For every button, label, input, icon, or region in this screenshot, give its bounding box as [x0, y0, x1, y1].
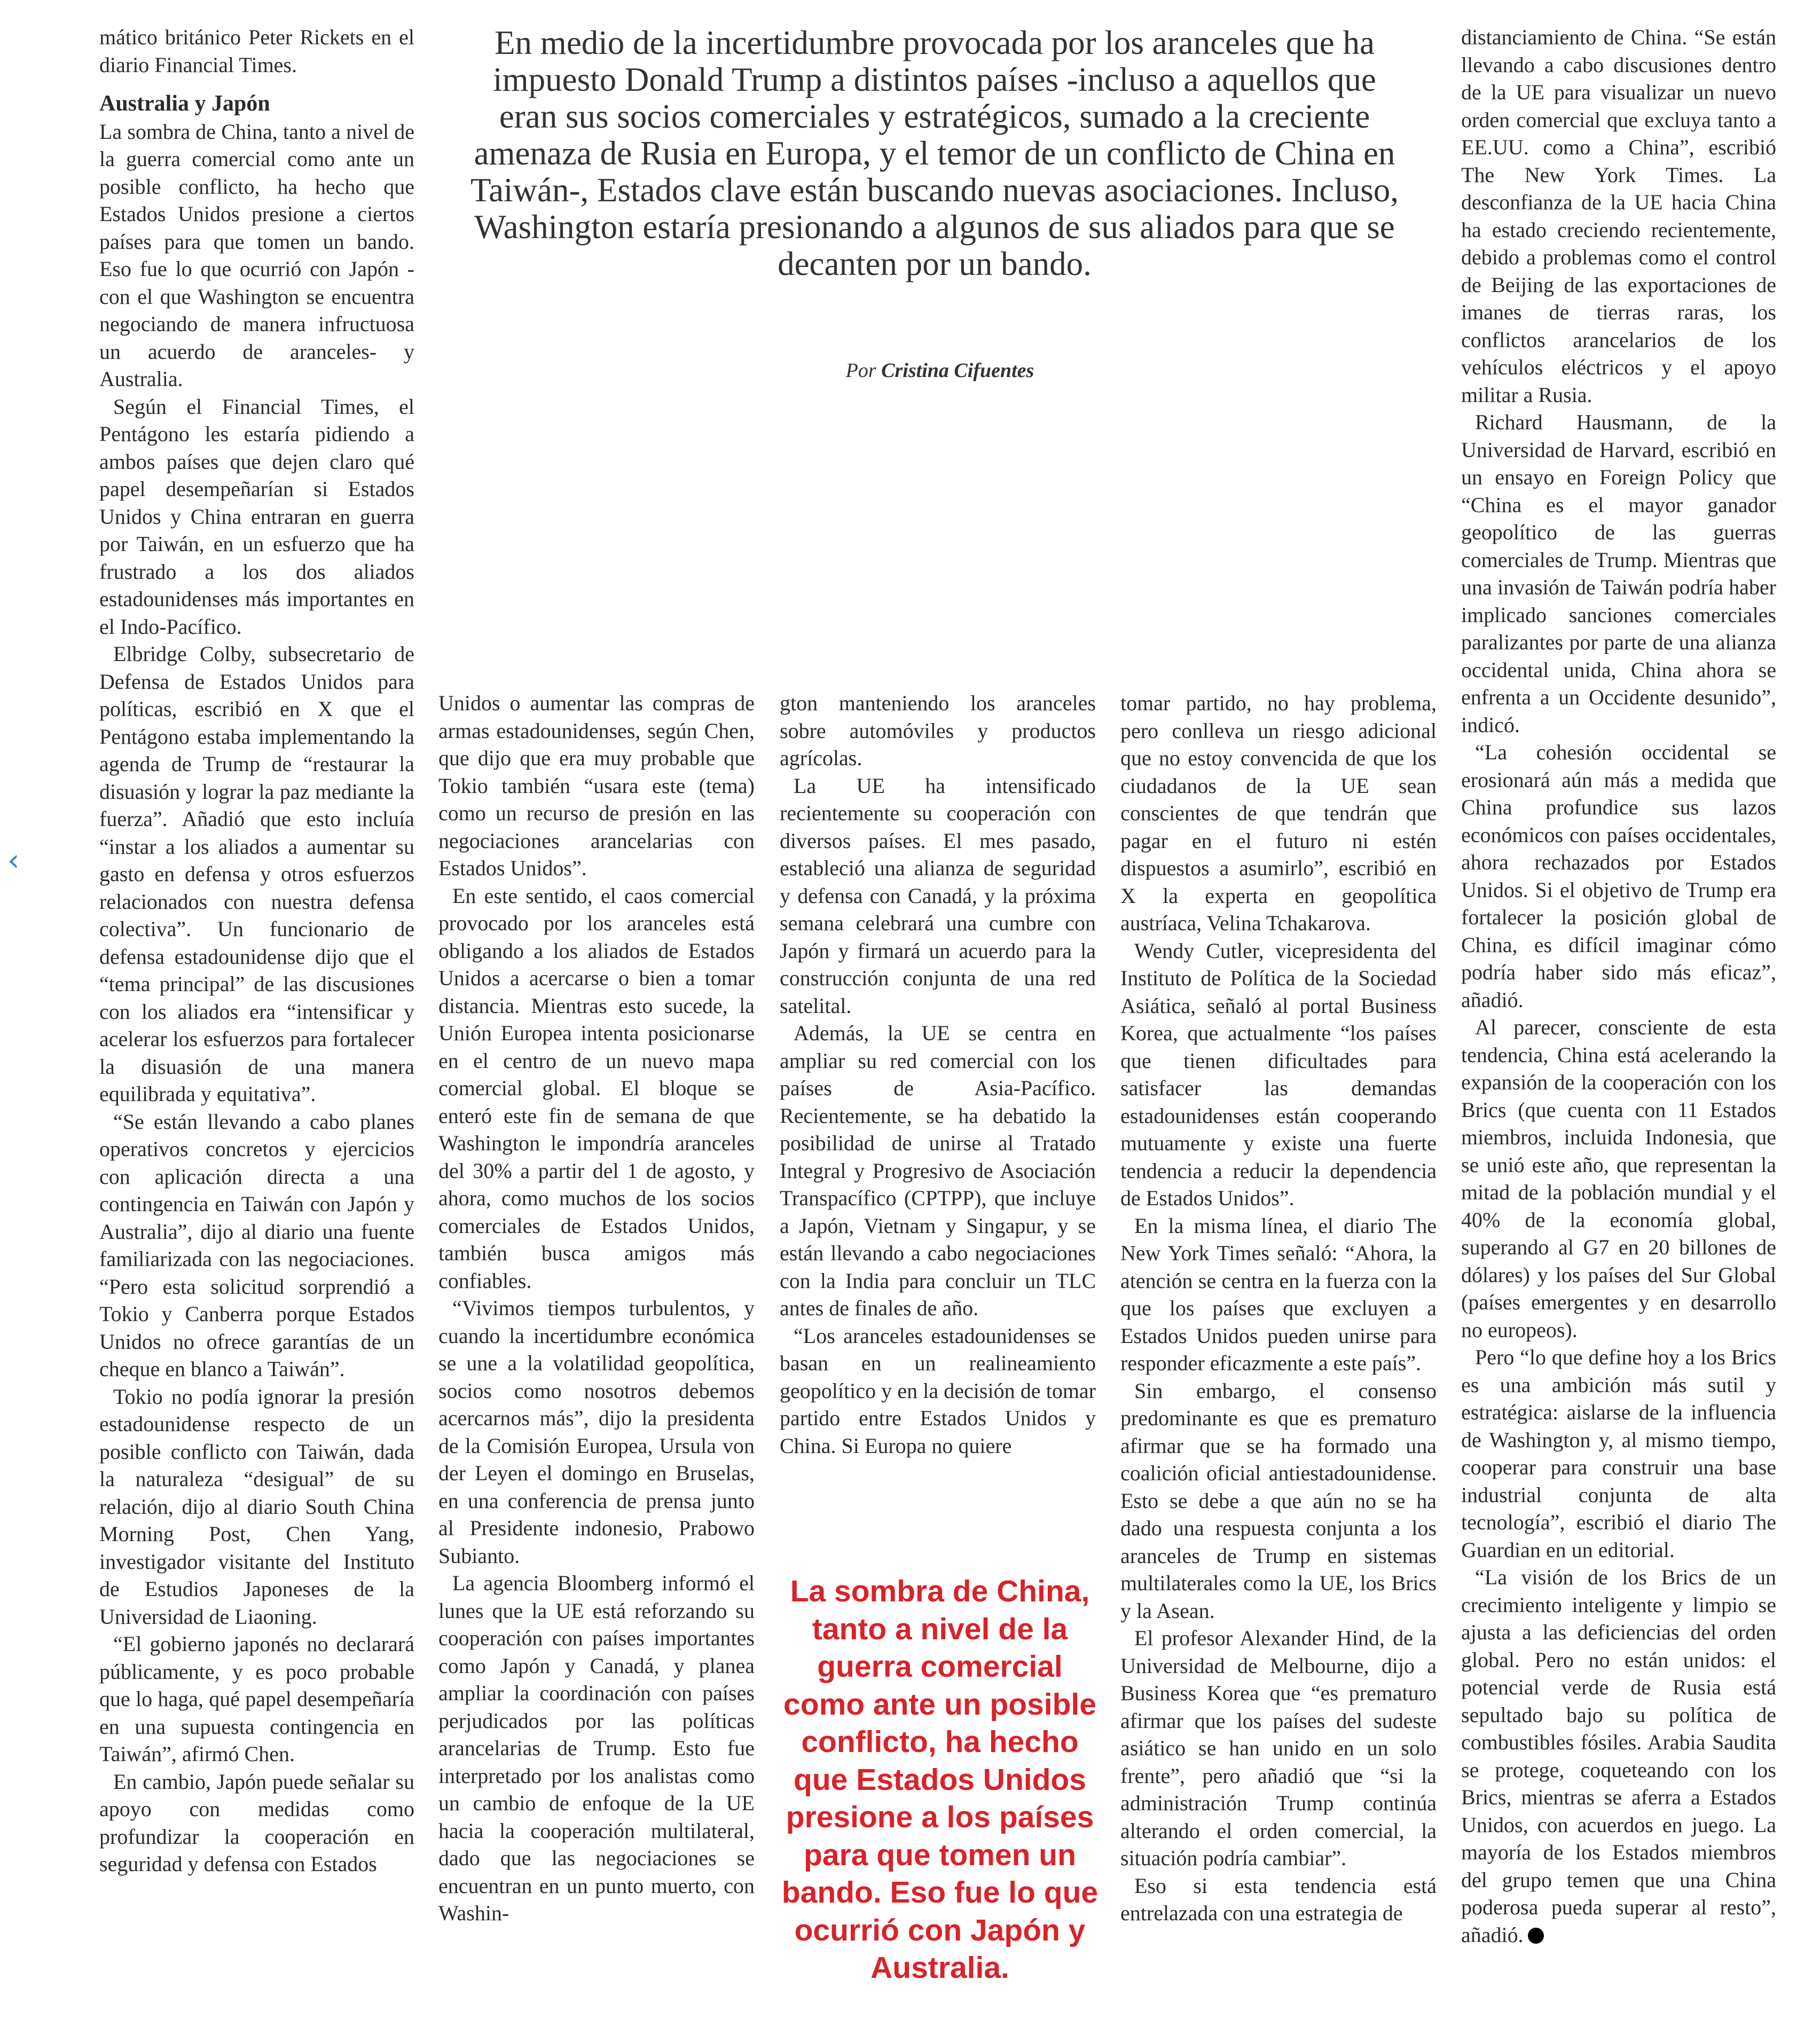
byline	[748, 359, 1132, 382]
paragraph: Además, la UE se centra en ampliar su red comercial con los países de Asia-Pacífico. Recientemente, se ha debatido la posibilidad de unirse al Tratado Integral y Progresivo de Asociación Transpacífico (CPTPP), que incluye a Japón, Vietnam y Singapur, y se están llevando a cabo negociaciones con la India para concluir un TLC antes de finales de año.	[780, 1021, 1096, 1320]
section-heading: Australia y Japón	[99, 91, 270, 116]
byline-prefix: Por	[845, 359, 876, 382]
paragraph: Wendy Cutler, vicepresidenta del Instituto de Política de la Sociedad Asiática, señaló al portal Business Korea, que actualmente “los países que tienen dificultades para satisfacer las demandas estadounidenses están cooperando mutuamente y existe una fuerte tendencia a reducir la dependencia de Estados Unidos”.	[1120, 938, 1437, 1210]
paragraph: En la misma línea, el diario The New York Times señaló: “Ahora, la atención se centra en la fuerza con la que los países que excluyen a Estados Unidos pueden unirse para responder eficazmente a este país”.	[1120, 1213, 1437, 1375]
paragraph: La UE ha intensificado recientemente su cooperación con diversos países. El mes pasado, estableció una alianza de seguridad y defensa con Canadá, y la próxima semana celebrará una cumbre con Japón y firmará un acuerdo para la construcción conjunta de una red satelital.	[780, 773, 1096, 1018]
paragraph: “Los aranceles estadounidenses se basan en un realineamiento geopolítico y en la decisión de tomar partido entre Estados Unidos y China. Si Europa no quiere	[780, 1323, 1096, 1458]
paragraph: Al parecer, consciente de esta tendencia, China está acelerando la expansión de la cooperación con los Brics (que cuenta con 11 Estados miembros, incluida Indonesia, que se unió este año, que representan la mitad de la población mundial y el 40% de la economía global, superando al G7 en 20 billones de dólares) y los países del Sur Global (países emergentes y en desarrollo no europeos).	[1461, 1015, 1776, 1342]
paragraph: En este sentido, el caos comercial provocado por los aranceles está obligando a los aliados de Estados Unidos a acercarse o bien a tomar distancia. Mientras esto sucede, la Unión Europea intenta posicionarse en el centro de un nuevo mapa comercial global. El bloque se enteró este fin de semana de que Washington le impondría aranceles del 30% a partir del 1 de agosto, y ahora, como muchos de los socios comerciales de Estados Unidos, también busca amigos más confiables.	[438, 883, 755, 1293]
paragraph: Sin embargo, el consenso predominante es que es prematuro afirmar que se ha formado una coalición oficial antiestadounidense. Esto se debe a que aún no se ha dado una respuesta conjunta a los aranceles de Trump en sistemas multilaterales como la UE, los Brics y la Asean.	[1120, 1378, 1437, 1623]
article-column-5	[1461, 23, 1776, 1999]
paragraph: distanciamiento de China. “Se están llevando a cabo discusiones dentro de la UE para visualizar un nuevo orden comercial que excluya tanto a EE.UU. como a China”, escribió The New York Times. La desconfianza de la UE hacia China ha estado creciendo recientemente, debido a problemas como el control de Beijing de las exportaciones de imanes de tierras raras, los conflictos arancelarios de los vehículos eléctricos y el apoyo militar a Rusia.	[1461, 25, 1776, 407]
paragraph: mático británico Peter Rickets en el diario Financial Times.	[99, 25, 414, 77]
paragraph: Según el Financial Times, el Pentágono les estaría pidiendo a ambos países que dejen claro qué papel desempeñarían si Estados Unidos y China entraran en guerra por Taiwán, en un esfuerzo que ha frustrado a los dos aliados estadounidenses más importantes en el Indo-Pacífico.	[99, 394, 414, 639]
article-deck: En medio de la incertidumbre provocada por los aranceles que ha impuesto Donald Trump a distintos países -incluso a aquellos que eran sus socios comerciales y estratégicos, sumado a la creciente amenaza de Rusia en Europa, y el temor de un conflicto de China en Taiwán-, Estados clave están buscando nuevas asociaciones. Incluso, Washington estaría presionando a algunos de sus aliados para que se decanten por un bando.	[470, 24, 1399, 282]
chevron-left-icon[interactable]: ‹	[7, 843, 20, 878]
paragraph: En cambio, Japón puede señalar su apoyo con medidas como profundizar la cooperación en seguridad y defensa con Estados	[99, 1769, 414, 1876]
article-column-4	[1120, 689, 1437, 1992]
article-column-1	[99, 23, 414, 1999]
paragraph: tomar partido, no hay problema, pero conlleva un riesgo adicional que no estoy convencida de que los ciudadanos de la UE sean conscientes de que tendrán que pagar en el futuro ni estén dispuestos a asumirlo”, escribió en X la experta en geopolítica austríaca, Velina Tchakarova.	[1120, 691, 1437, 935]
end-of-article-icon	[1528, 1928, 1544, 1944]
paragraph: La agencia Bloomberg informó el lunes que la UE está reforzando su cooperación con países importantes como Japón y Canadá, y planea ampliar la coordinación con países perjudicados por las políticas arancelarias de Trump. Esto fue interpretado por los analistas como un cambio de enfoque de la UE hacia la cooperación multilateral, dado que las negociaciones se encuentran en un punto muerto, con Washin-	[438, 1571, 755, 1925]
paragraph: “La cohesión occidental se erosionará aún más a medida que China profundice sus lazos económicos con países occidentales, ahora rechazados por Estados Unidos. Si el objetivo de Trump era fortalecer la posición global de China, es difícil imaginar cómo podría haber sido más eficaz”, añadió.	[1461, 740, 1776, 1012]
paragraph	[1461, 1564, 1776, 1949]
paragraph: “El gobierno japonés no declarará públicamente, y es poco probable que lo haga, qué papel desempeñaría en una supuesta contingencia en Taiwán”, afirmó Chen.	[99, 1632, 414, 1766]
paragraph: Tokio no podía ignorar la presión estadounidense respecto de un posible conflicto con Taiwán, dada la naturaleza “desigual” de su relación, dijo al diario South China Morning Post, Chen Yang, investigador visitante del Instituto de Estudios Japoneses de la Universidad de Liaoning.	[99, 1384, 414, 1629]
paragraph: La sombra de China, tanto a nivel de la guerra comercial como ante un posible conflicto, ha hecho que Estados Unidos presione a ciertos países para que tomen un bando. Eso fue lo que ocurrió con Japón -con el que Washington se encuentra negociando de manera infructuosa un acuerdo de aranceles- y Australia.	[99, 119, 414, 391]
paragraph: Elbridge Colby, subsecretario de Defensa de Estados Unidos para políticas, escribió en X que el Pentágono estaba implementando la agenda de Trump de “restaurar la disuasión y lograr la paz mediante la fuerza”. Añadió que esto incluía “instar a los aliados a aumentar su gasto en defensa y otros esfuerzos relacionados con nuestra defensa colectiva”. Un funcionario de defensa estadounidense dijo que el “tema principal” de las discusiones con los aliados era “intensificar y acelerar los esfuerzos para fortalecer la disuasión de una manera equilibrada y equitativa”.	[99, 642, 414, 1106]
paragraph: El profesor Alexander Hind, de la Universidad de Melbourne, dijo a Business Korea que “es prematuro afirmar que los países del sudeste asiático se han unido en un solo frente”, pero añadió que “si la administración Trump continúa alterando el orden comercial, la situación podría cambiar”.	[1120, 1626, 1437, 1870]
paragraph: Eso si esta tendencia está entrelazada con una estrategia de	[1120, 1873, 1437, 1925]
paragraph: “Se están llevando a cabo planes operativos concretos y ejercicios con aplicación directa a una contingencia en Taiwán con Japón y Australia”, dijo al diario una fuente familiarizada con las negociaciones. “Pero esta solicitud sorprendió a Tokio y Canberra porque Estados Unidos no ofrece garantías de un cheque en blanco a Taiwán”.	[99, 1109, 414, 1381]
paragraph: Pero “lo que define hoy a los Brics es una ambición más sutil y estratégica: aislarse de la influencia de Washington y, al mismo tiempo, cooperar para construir una base industrial conjunta de alta tecnología”, escribió el diario The Guardian en un editorial.	[1461, 1345, 1776, 1562]
paragraph-text: “La visión de los Brics de un crecimiento inteligente y limpio se ajusta a las deficiencias del orden global. Pero no están unidos: el potencial verde de Rusia está sepultado bajo su política de combustibles fósiles. Arabia Saudita se protege, coqueteando con los Brics, mientras se aferra a Estados Unidos, con acuerdos en juego. La mayoría de los Estados miembros del grupo temen que una China poderosa pueda superar al resto”, añadió.	[1461, 1565, 1776, 1947]
pull-quote: La sombra de China, tanto a nivel de la guerra comercial como ante un posible conflicto, ha hecho que Estados Unidos presione a los países para que tomen un bando. Eso fue lo que ocurrió con Japón y Australia.	[781, 1574, 1099, 1985]
paragraph: “Vivimos tiempos turbulentos, y cuando la incertidumbre económica se une a la volatilidad geopolítica, socios como nosotros debemos acercarnos más”, dijo la presidenta de la Comisión Europea, Ursula von der Leyen el domingo en Bruselas, en una conferencia de prensa junto al Presidente indonesio, Prabowo Subianto.	[438, 1296, 755, 1568]
paragraph: gton manteniendo los aranceles sobre automóviles y productos agrícolas.	[780, 691, 1096, 770]
article-column-2	[438, 689, 755, 1992]
byline-author: Cristina Cifuentes	[881, 359, 1034, 382]
paragraph: Richard Hausmann, de la Universidad de Harvard, escribió en un ensayo en Foreign Policy que “China es el mayor ganador geopolítico de las guerras comerciales de Trump. Mientras que una invasión de Taiwán podría haber implicado sanciones comerciales paralizantes por parte de una alianza occidental unida, China ahora se enfrenta a un Occidente desunido”, indicó.	[1461, 410, 1776, 737]
article-column-3	[780, 689, 1096, 1474]
paragraph: Unidos o aumentar las compras de armas estadounidenses, según Chen, que dijo que era muy probable que Tokio también “usara este (tema) como un recurso de presión en las negociaciones arancelarias con Estados Unidos”.	[438, 691, 755, 880]
